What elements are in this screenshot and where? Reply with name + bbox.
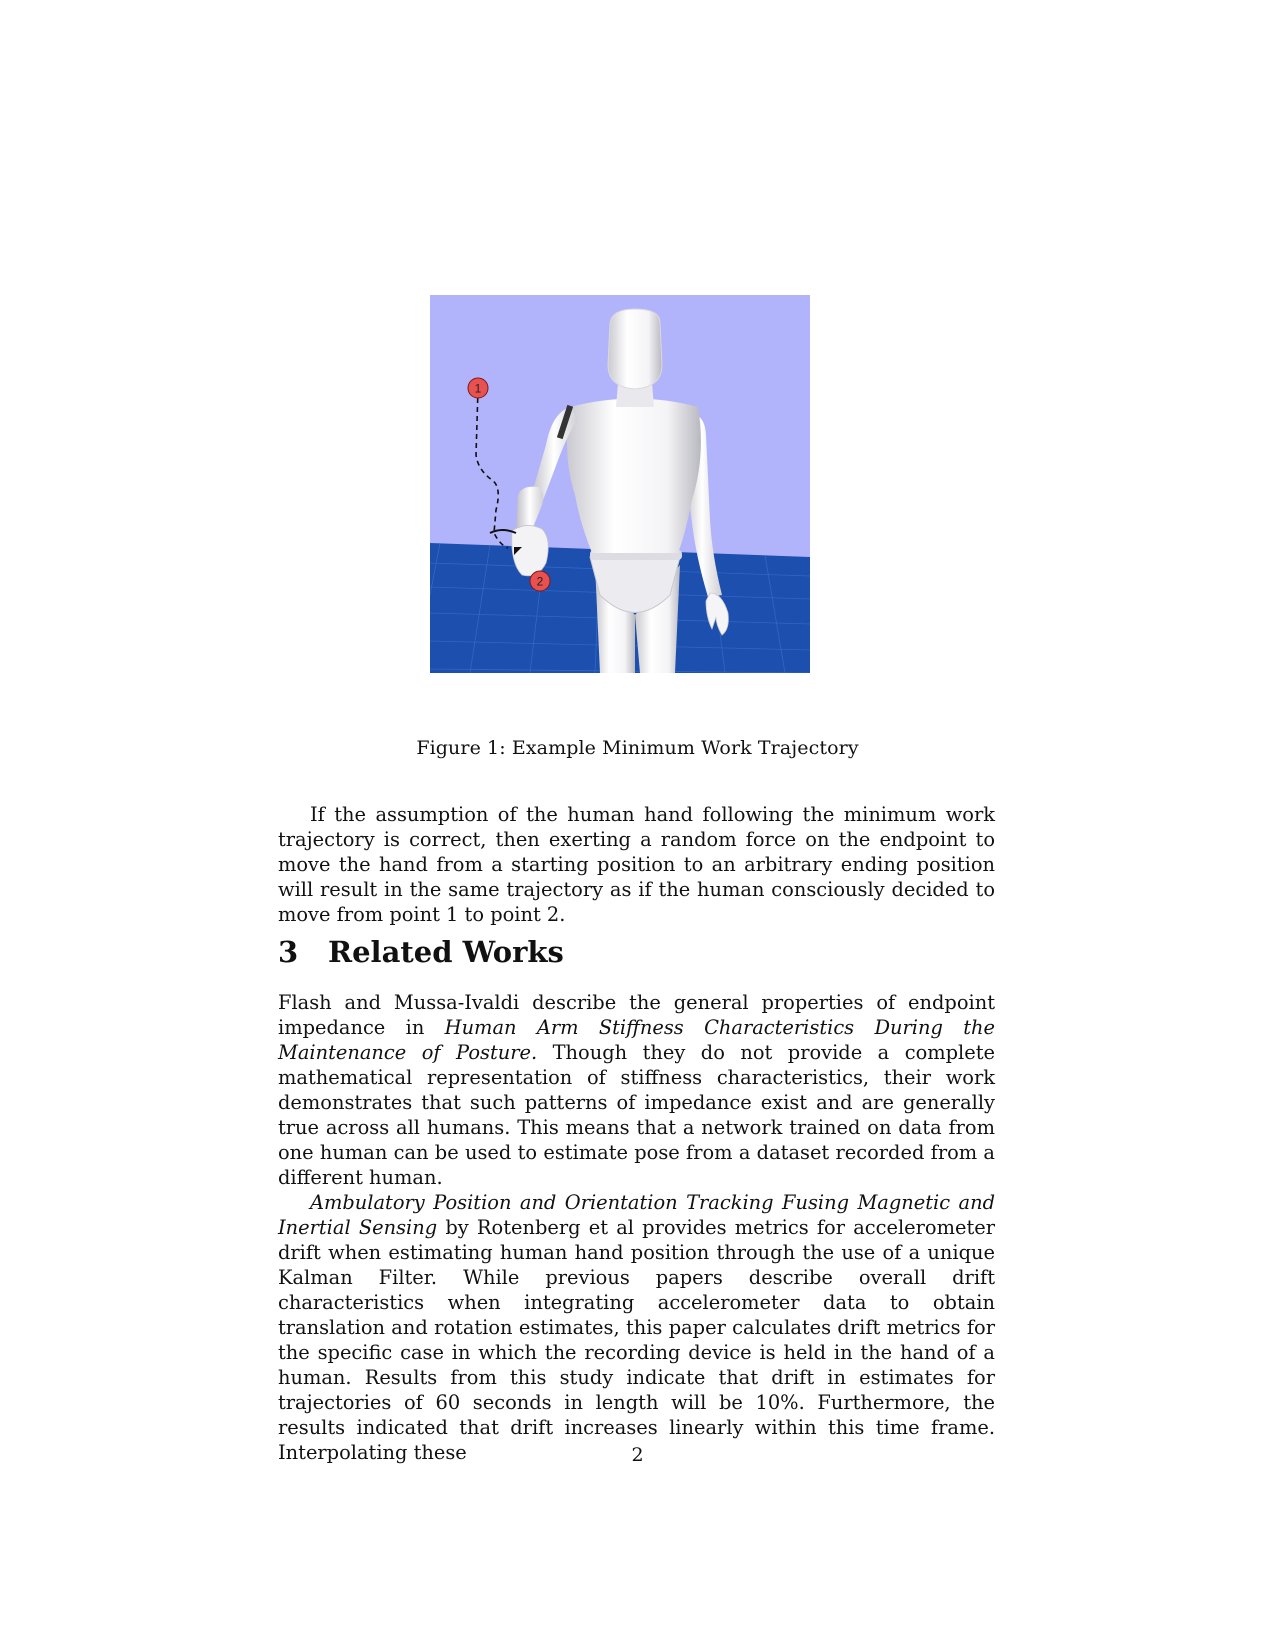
paragraph-2-cited-title: Human Arm Stiffness Characteristics During the Maintenance of Posture. xyxy=(278,1016,995,1064)
related-works-body xyxy=(278,990,995,1465)
paragraph-2-before: Flash and Mussa-Ivaldi describe the general properties of endpoint impedance in xyxy=(278,991,995,1039)
figure-caption: Figure 1: Example Minimum Work Trajectory xyxy=(416,737,859,759)
marker-start xyxy=(468,378,488,398)
figure-render xyxy=(430,295,810,673)
paragraph-trajectory-assumption xyxy=(278,802,995,927)
marker-start-label: 1 xyxy=(474,381,482,396)
page-number: 2 xyxy=(631,1444,644,1466)
marker-end xyxy=(530,571,550,591)
paragraph-3-cited-title: Ambulatory Position and Orientation Tracking Fusing Magnetic and Inertial Sensing xyxy=(278,1191,995,1239)
marker-end-label: 2 xyxy=(536,574,544,589)
section-number: 3 xyxy=(278,935,299,969)
paragraph-3-after: by Rotenberg et al provides metrics for accelerometer drift when estimating human hand position through the use of a unique Kalman Filter. While previous papers describe overall drift characteristics when integrating accelerometer data to obtain translation and rotation estimates, this paper calculates drift metrics for the specific case in which the recording device is held in the hand of a human. Results from this study indicate that drift in estimates for trajectories of 60 seconds in length will be 10%. Furthermore, the results indicated that drift increases linearly within this time frame. Interpolating these xyxy=(278,1216,995,1464)
paragraph-1-text: If the assumption of the human hand following the minimum work trajectory is correct, then exerting a random force on the endpoint to move the hand from a starting position to an arbitrary ending position will result in the same trajectory as if the human consciously decided to move from point 1 to point 2. xyxy=(278,803,995,926)
section-heading xyxy=(278,935,564,969)
section-title: Related Works xyxy=(328,935,564,969)
paragraph-flash-mussa-ivaldi xyxy=(278,990,995,1190)
paragraph-2-after: Though they do not provide a complete mathematical representation of stiffness characteristics, their work demonstrates that such patterns of impedance exist and are generally true across all humans. This means that a network trained on data from one human can be used to estimate pose from a dataset recorded from a different human. xyxy=(278,1041,995,1189)
paragraph-rotenberg xyxy=(278,1190,995,1465)
figure-minimum-work-trajectory xyxy=(430,295,810,673)
